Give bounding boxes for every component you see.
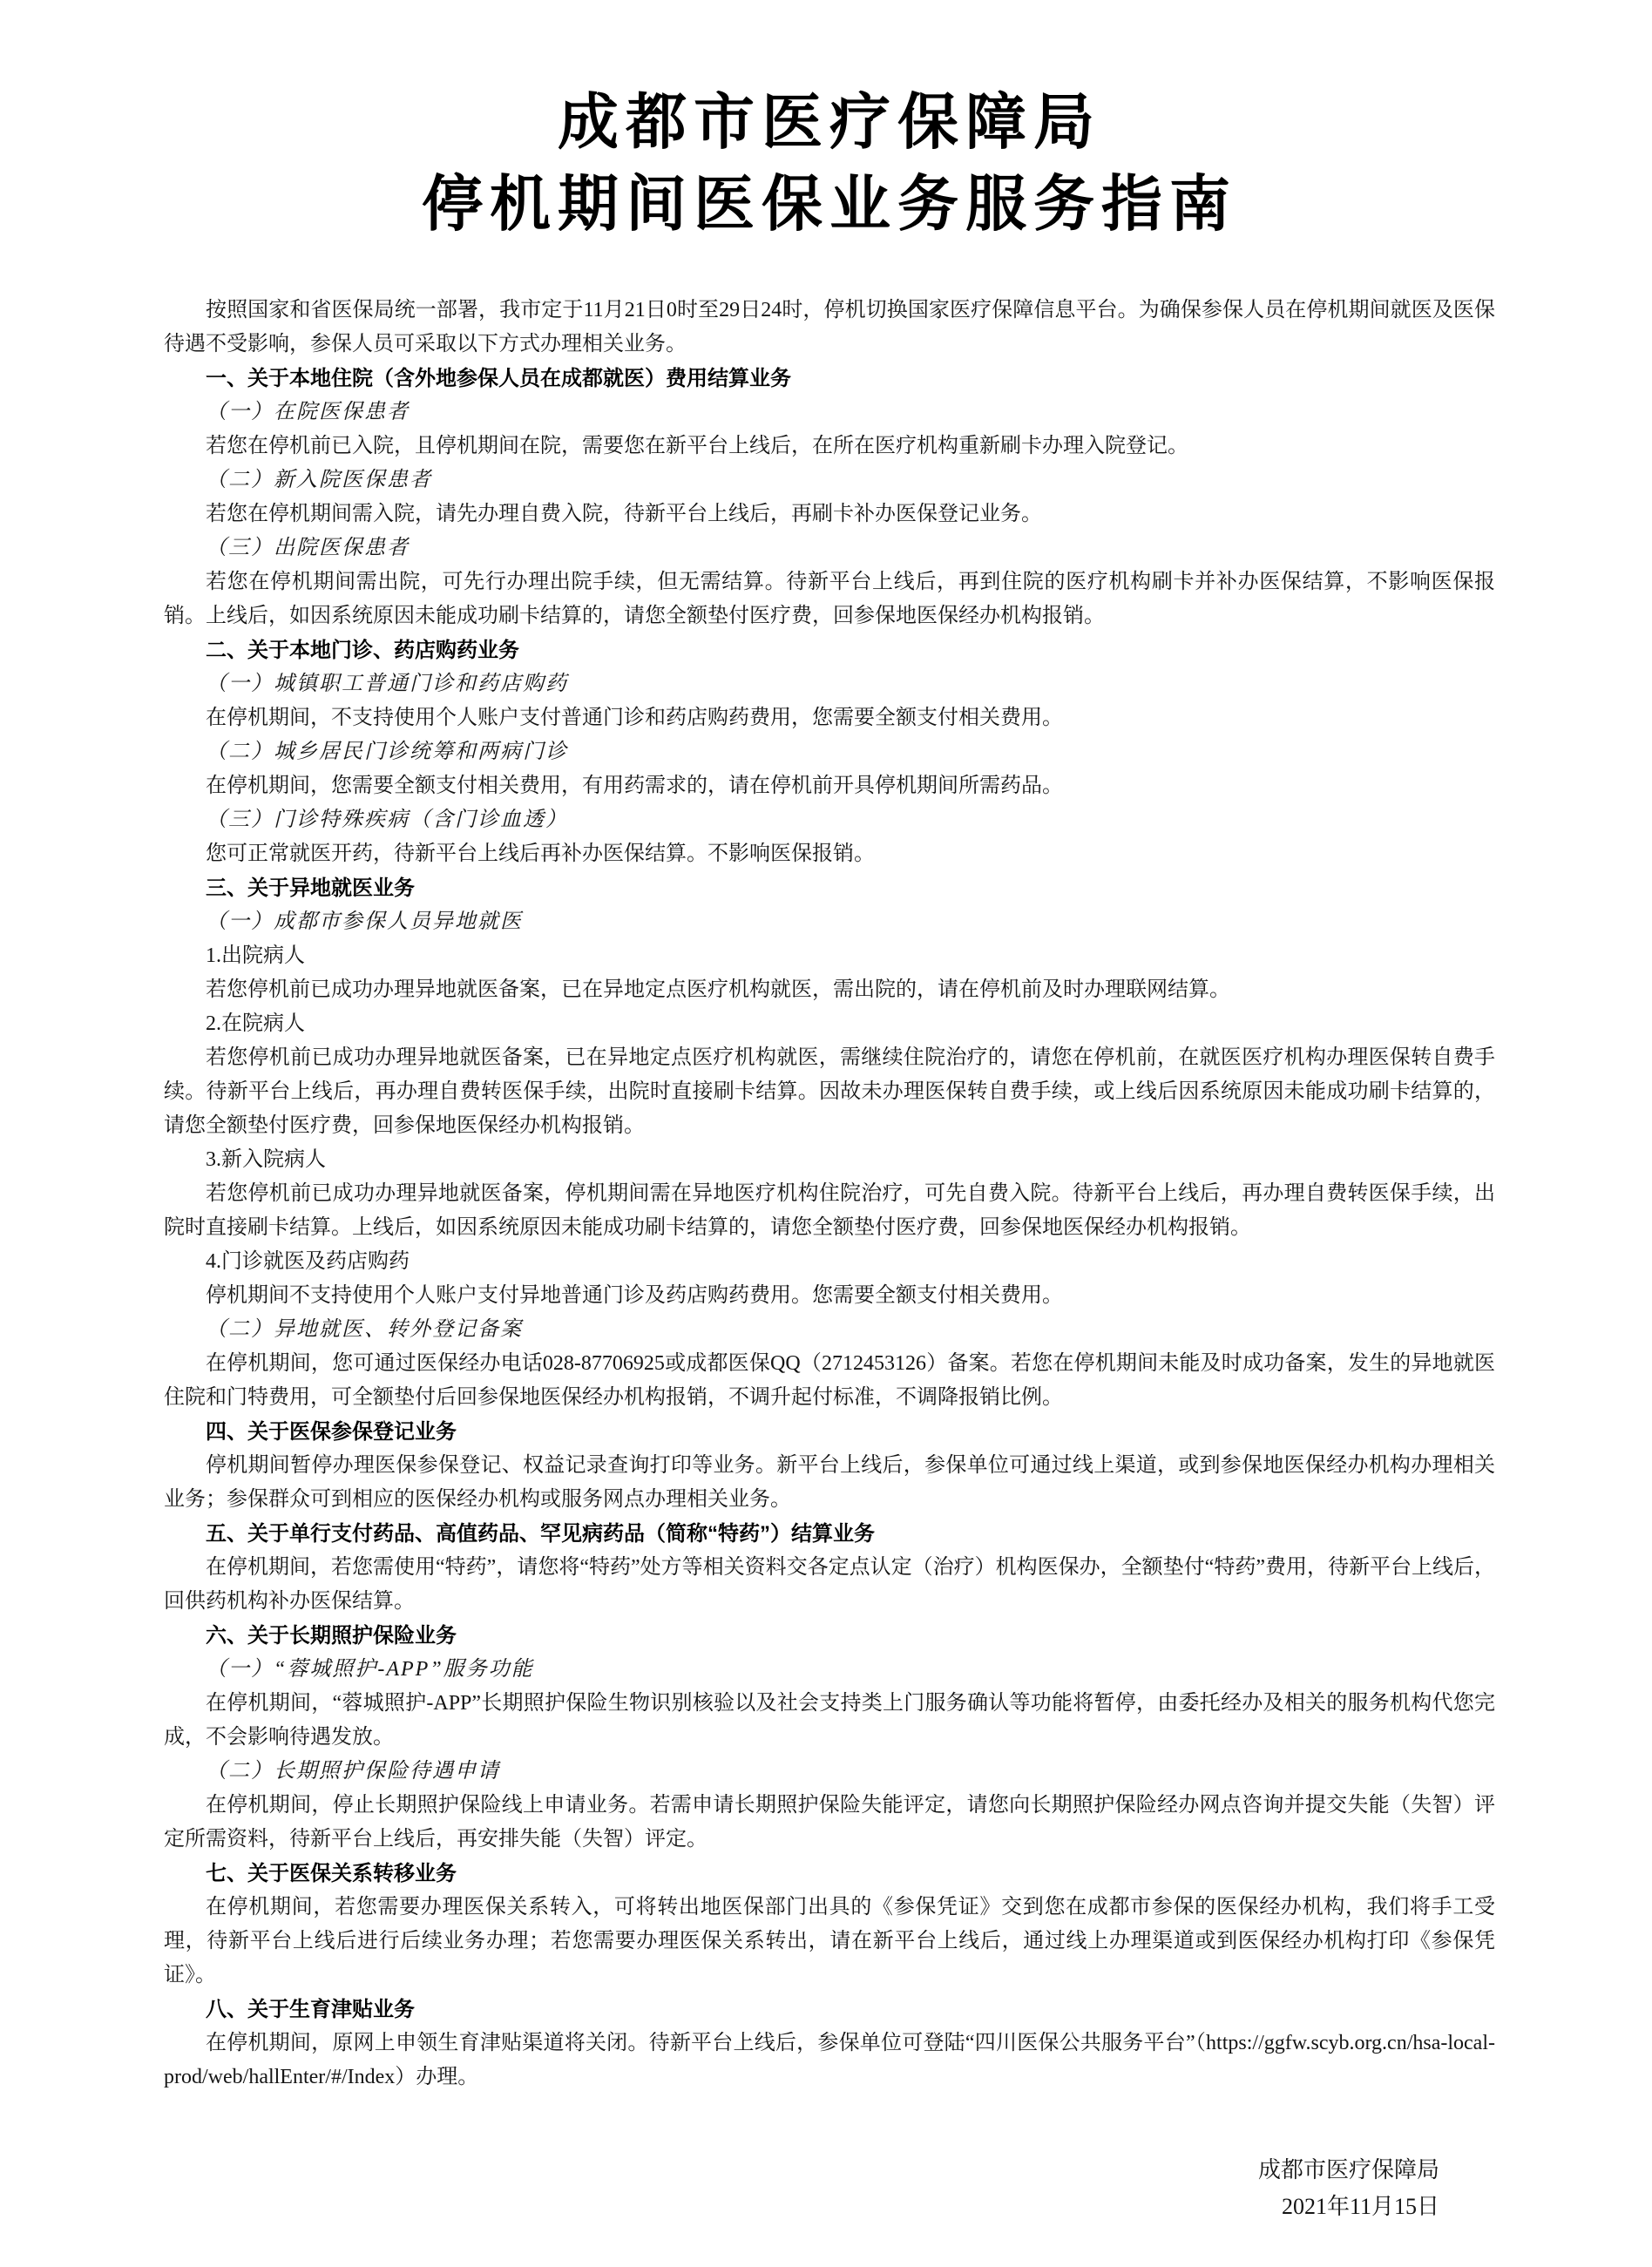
paragraph: 在停机期间，“蓉城照护-APP”长期照护保险生物识别核验以及社会支持类上门服务确认等功能将暂停，由委托经办及相关的服务机构代您完成，不会影响待遇发放。 (164, 1692, 1495, 1749)
paragraph: 若您停机前已成功办理异地就医备案，已在异地定点医疗机构就医，需继续住院治疗的，请您在停机前，在就医医疗机构办理医保转自费手续。待新平台上线后，再办理自费转医保手续，出院时直接刷卡结算。因故未办理医保转自费手续，或上线后因系统原因未能成功刷卡结算的，请您全额垫付医疗费，回参保地医保经办机构报销。 (164, 1046, 1495, 1137)
paragraph: 在停机期间，原网上申领生育津贴渠道将关闭。待新平台上线后，参保单位可登陆“四川医保公共服务平台”（https://ggfw.scyb.org.cn/hsa-local-prod/web/hallEnter/#/Index）办理。 (164, 2032, 1495, 2088)
document-title-line1: 成都市医疗保障局 (558, 90, 1101, 157)
sections-container (164, 362, 1495, 2094)
paragraph: 若您停机前已成功办理异地就医备案，已在异地定点医疗机构就医，需出院的，请在停机前及时办理联网结算。 (206, 978, 1230, 1001)
sub-heading: （三）门诊特殊疾病（含门诊血透） (206, 809, 568, 831)
numbered-item: 3.新入院病人 (206, 1148, 326, 1171)
sub-heading: （一）城镇职工普通门诊和药店购药 (206, 673, 568, 695)
section-heading: 五、关于单行支付药品、高值药品、罕见病药品（简称“特药”）结算业务 (206, 1522, 875, 1546)
section-heading: 四、关于医保参保登记业务 (206, 1420, 457, 1444)
paragraph: 停机期间不支持使用个人账户支付异地普通门诊及药店购药费用。您需要全额支付相关费用。 (206, 1284, 1063, 1307)
paragraph: 停机期间暂停办理医保参保登记、权益记录查询打印等业务。新平台上线后，参保单位可通过线上渠道，或到参保地医保经办机构办理相关业务；参保群众可到相应的医保经办机构或服务网点办理相关业务。 (164, 1454, 1495, 1511)
sub-heading: （二）城乡居民门诊统筹和两病门诊 (206, 741, 568, 763)
paragraph: 若您在停机期间需出院，可先行办理出院手续，但无需结算。待新平台上线后，再到住院的医疗机构刷卡并补办医保结算，不影响医保报销。上线后，如因系统原因未能成功刷卡结算的，请您全额垫付医疗费，回参保地医保经办机构报销。 (164, 571, 1495, 627)
sub-heading: （三）出院医保患者 (206, 537, 410, 559)
numbered-item: 1.出院病人 (206, 944, 305, 967)
paragraph: 在停机期间，若您需使用“特药”，请您将“特药”处方等相关资料交各定点认定（治疗）机构医保办，全额垫付“特药”费用，待新平台上线后，回供药机构补办医保结算。 (164, 1556, 1495, 1613)
sub-heading: （二）长期照护保险待遇申请 (206, 1760, 500, 1783)
paragraph: 在停机期间，若您需要办理医保关系转入，可将转出地医保部门出具的《参保凭证》交到您在成都市参保的医保经办机构，我们将手工受理，待新平台上线后进行后续业务办理；若您需要办理医保关系转出，请在新平台上线后，通过线上办理渠道或到医保经办机构打印《参保凭证》。 (164, 1896, 1495, 1986)
document-title-line2: 停机期间医保业务服务指南 (422, 172, 1237, 239)
numbered-item: 2.在院病人 (206, 1012, 305, 1035)
paragraph: 在停机期间，不支持使用个人账户支付普通门诊和药店购药费用，您需要全额支付相关费用。 (206, 707, 1063, 729)
sub-heading: （二）新入院医保患者 (206, 469, 432, 491)
paragraph: 您可正常就医开药，待新平台上线后再补办医保结算。不影响医保报销。 (206, 843, 875, 865)
paragraph: 在停机期间，您需要全额支付相关费用，有用药需求的，请在停机前开具停机期间所需药品。 (206, 775, 1063, 797)
section-heading: 二、关于本地门诊、药店购药业务 (206, 639, 519, 662)
numbered-item: 4.门诊就医及药店购药 (206, 1250, 410, 1273)
section-heading: 六、关于长期照护保险业务 (206, 1624, 457, 1648)
section-heading: 三、关于异地就医业务 (206, 876, 415, 900)
paragraph: 若您停机前已成功办理异地就医备案，停机期间需在异地医疗机构住院治疗，可先自费入院。待新平台上线后，再办理自费转医保手续，出院时直接刷卡结算。上线后，如因系统原因未能成功刷卡结算的，请您全额垫付医疗费，回参保地医保经办机构报销。 (164, 1182, 1495, 1239)
section-heading: 一、关于本地住院（含外地参保人员在成都就医）费用结算业务 (206, 367, 791, 390)
signature-org: 成都市医疗保障局 (1257, 2157, 1439, 2182)
sub-heading: （一）“蓉城照护-APP”服务功能 (206, 1658, 534, 1681)
paragraph: 在停机期间，停止长期照护保险线上申请业务。若需申请长期照护保险失能评定，请您向长期照护保险经办网点咨询并提交失能（失智）评定所需资料，待新平台上线后，再安排失能（失智）评定。 (164, 1794, 1495, 1851)
sub-heading: （二）异地就医、转外登记备案 (206, 1318, 523, 1341)
paragraph: 在停机期间，您可通过医保经办电话028-87706925或成都医保QQ（2712453126）备案。若您在停机期间未能及时成功备案，发生的异地就医住院和门特费用，可全额垫付后回参保地医保经办机构报销，不调升起付标准，不调降报销比例。 (164, 1352, 1495, 1409)
sub-heading: （一）在院医保患者 (206, 401, 410, 423)
paragraph: 若您在停机期间需入院，请先办理自费入院，待新平台上线后，再刷卡补办医保登记业务。 (206, 503, 1042, 525)
paragraph: 若您在停机前已入院，且停机期间在院，需要您在新平台上线后，在所在医疗机构重新刷卡办理入院登记。 (206, 435, 1188, 457)
signature-date: 2021年11月15日 (1281, 2194, 1439, 2219)
document-footer (164, 2152, 1495, 2225)
document-title (164, 83, 1495, 247)
sub-heading: （一）成都市参保人员异地就医 (206, 910, 523, 933)
document-body (164, 294, 1495, 2225)
section-heading: 八、关于生育津贴业务 (206, 1998, 415, 2021)
section-heading: 七、关于医保关系转移业务 (206, 1862, 457, 1885)
intro-paragraph: 按照国家和省医保局统一部署，我市定于11月21日0时至29日24时，停机切换国家医疗保障信息平台。为确保参保人员在停机期间就医及医保待遇不受影响，参保人员可采取以下方式办理相关业务。 (164, 299, 1495, 355)
